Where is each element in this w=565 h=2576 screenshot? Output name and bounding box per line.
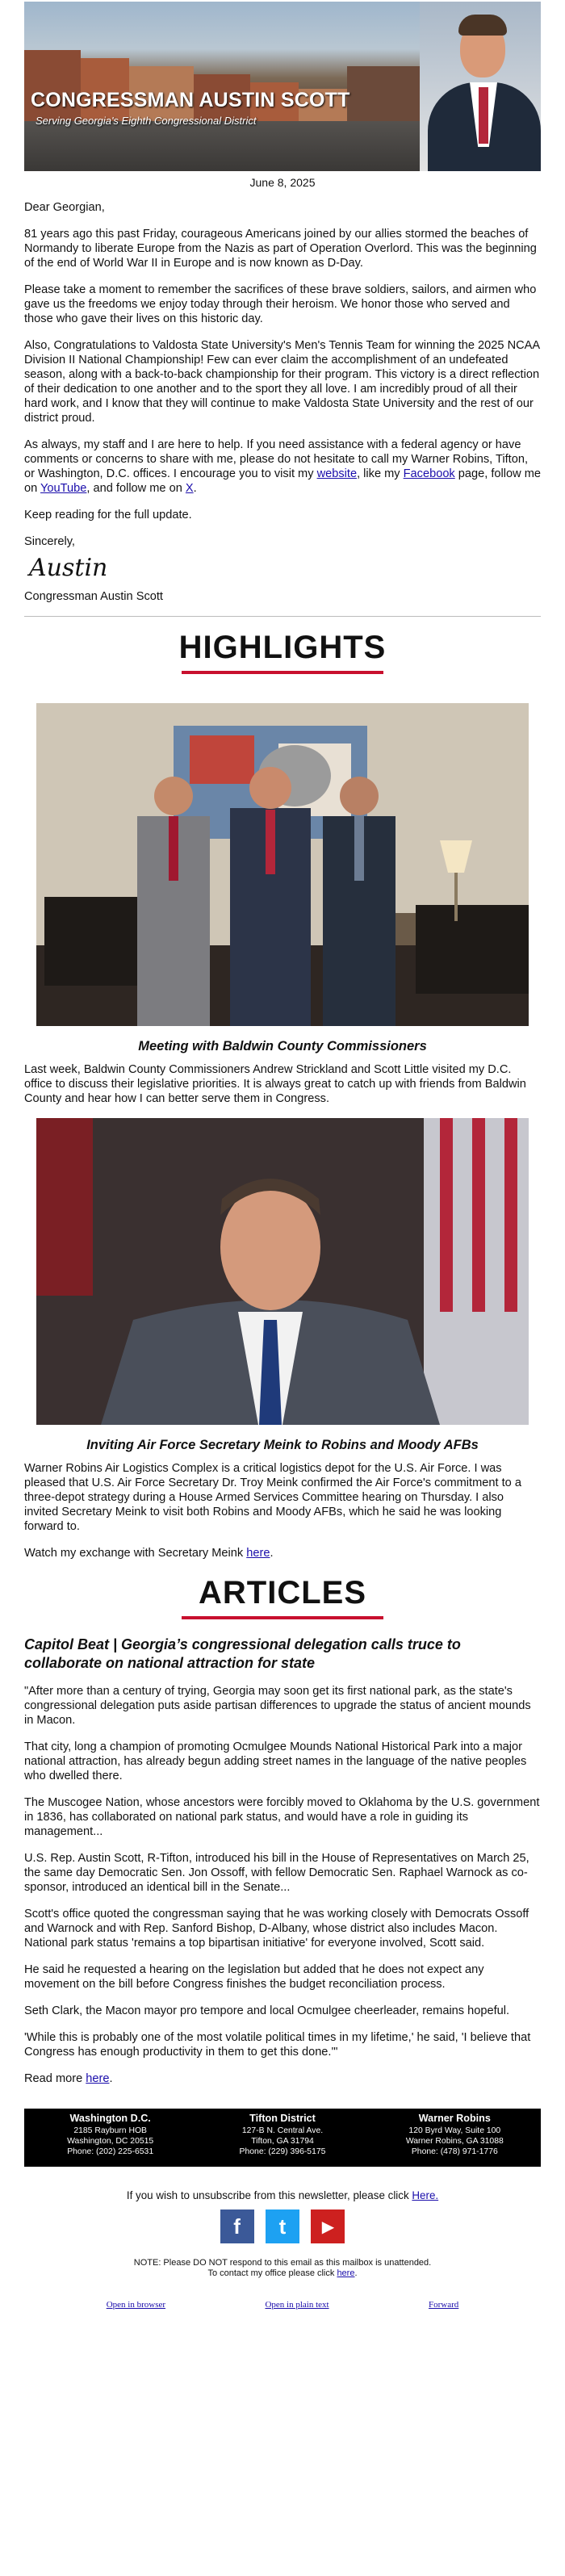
article-paragraph: That city, long a champion of promoting Ocmulgee Mounds National Historical Park into a major national attraction, has already begun adding street names in the language of the native peoples who dwelled there. (24, 1740, 527, 1782)
congressman-portrait (420, 2, 541, 171)
article-paragraph: Seth Clark, the Macon mayor pro tempore and local Ocmulgee cheerleader, remains hopeful. (24, 2004, 510, 2017)
text: . (109, 2072, 113, 2085)
unsubscribe-line (24, 2189, 541, 2201)
text: . (354, 2268, 358, 2278)
divider (24, 616, 541, 617)
watch-paragraph (24, 1546, 541, 1560)
newsletter-date: June 8, 2025 (249, 176, 316, 189)
website-link[interactable]: website (316, 467, 358, 480)
office-address: 127-B N. Central Ave. (241, 2126, 324, 2135)
highlight-caption: Meeting with Baldwin County Commissioners (138, 1039, 427, 1053)
unattended-notice (24, 2258, 541, 2279)
youtube-link[interactable]: YouTube (40, 482, 87, 495)
letter-paragraph: 81 years ago this past Friday, courageous Americans joined by our allies stormed the beaches of Normandy to liberate Europe from the Nazis as part of Operation Overlord. This was the beginning of the end of World War II in Europe and is now known as D-Day. (24, 228, 537, 270)
office-city: Washington, DC 20515 (67, 2137, 154, 2146)
heading-underline (182, 1616, 383, 1619)
text: , like my (357, 467, 404, 480)
header-banner (24, 2, 541, 171)
read-more (24, 2071, 541, 2086)
text: Read more (24, 2072, 86, 2085)
text: page, follow me on (24, 467, 542, 495)
office-phone: Phone: (478) 971-1776 (411, 2147, 498, 2156)
highlights-heading: HIGHLIGHTS (178, 630, 387, 665)
highlight-text: Last week, Baldwin County Commissioners Andrew Strickland and Scott Little visited my D.C. office to discuss their legislative priorities. It is always great to catch up with friends from Baldwin County and hear how I can better serve them in Congress. (24, 1063, 526, 1105)
facebook-link[interactable]: Facebook (403, 467, 455, 480)
watch-link[interactable]: here (246, 1547, 270, 1560)
text: . (270, 1547, 274, 1560)
article-paragraph: He said he requested a hearing on the legislation but added that he does not expect any movement on the bill before Congress finishes the budget reconciliation process. (24, 1963, 484, 1991)
read-more-link[interactable]: here (86, 2072, 110, 2085)
office-city: Tifton, GA 31794 (251, 2137, 314, 2146)
office-city: Warner Robins, GA 31088 (405, 2137, 504, 2146)
open-in-browser-link[interactable]: Open in browser (106, 2300, 166, 2310)
notice-line: NOTE: Please DO NOT respond to this email as this mailbox is unattended. (133, 2258, 432, 2268)
office-phone: Phone: (229) 396-5175 (239, 2147, 326, 2156)
office-name: Washington D.C. (69, 2113, 151, 2124)
text: To contact my office please click (207, 2268, 337, 2278)
baldwin-meeting-photo (36, 703, 529, 1026)
letter-paragraph: Please take a moment to remember the sacrifices of these brave soldiers, sailors, and airmen who gave us the freedoms we enjoy today through their heroism. We honor those who served and those who gave their lives on this historic day. (24, 283, 537, 325)
office-address: 120 Byrd Way, Suite 100 (408, 2126, 501, 2135)
x-link[interactable]: X (185, 482, 194, 495)
text: . (193, 482, 197, 495)
office-warner-robins (369, 2109, 541, 2167)
meink-hearing-photo (36, 1118, 529, 1425)
office-address: 2185 Rayburn HOB (73, 2126, 147, 2135)
office-name: Tifton District (249, 2113, 316, 2124)
text: Watch my exchange with Secretary Meink (24, 1547, 247, 1560)
heading-underline (182, 671, 383, 674)
banner-subtitle: Serving Georgia's Eighth Congressional District (36, 115, 257, 127)
office-phone: Phone: (202) 225-6531 (67, 2147, 154, 2156)
articles-heading: ARTICLES (199, 1575, 366, 1611)
newsletter (24, 2, 541, 2310)
signature: Austin (29, 554, 108, 582)
unsubscribe-link[interactable]: Here. (412, 2189, 439, 2201)
letter-paragraph: Also, Congratulations to Valdosta State University's Men's Tennis Team for winning the 2025 NCAA Division II National Championship! Few can ever claim the accomplishment of an undefeated season, along with a back-to-back championship for their program. This victory is a direct reflection of their dedication to one another and to the sport they all love. I am incredibly proud of all their hard work, and I know that they will continue to make Valdosta State University and the rest of our district proud. (24, 339, 540, 425)
text: If you wish to unsubscribe from this newsletter, please click (126, 2189, 412, 2201)
youtube-icon[interactable]: ▶ (311, 2209, 345, 2243)
text: , and follow me on (86, 482, 186, 495)
article-paragraph: U.S. Rep. Austin Scott, R-Tifton, introduced his bill in the House of Representatives on March 25, the same day Democratic Sen. Jon Ossoff, with fellow Democratic Sen. Raphael Warnock as co-sponsor, introduced an identical bill in the Senate... (24, 1852, 529, 1894)
article-paragraph: Scott's office quoted the congressman saying that he was working closely with Democrats Ossoff and Warnock and with Rep. Sanford Bishop, D-Albany, whose district also includes Macon. National park status 'remains a top bipartisan initiative' for everyone involved, Scott said. (24, 1908, 529, 1950)
forward-link[interactable]: Forward (429, 2300, 459, 2310)
social-icons (24, 2209, 541, 2243)
article-paragraph: "After more than a century of trying, Georgia may soon get its first national park, as the state's congressional delegation puts aside partisan differences to upgrade the status of ancient mounds in Macon. (24, 1685, 531, 1727)
office-tifton (196, 2109, 368, 2167)
greeting: Dear Georgian, (24, 201, 105, 214)
contact-link[interactable]: here (337, 2268, 355, 2278)
banner-title: CONGRESSMAN AUSTIN SCOTT (31, 89, 350, 111)
letter-paragraph-links (24, 438, 541, 496)
notice-line (24, 2268, 541, 2279)
office-dc (24, 2109, 196, 2167)
office-name: Warner Robins (418, 2113, 491, 2124)
article-paragraph: 'While this is probably one of the most volatile political times in my lifetime,' he said, 'I believe that Congress has enough productivity in them to get this done.'" (24, 2031, 531, 2059)
article-paragraph: The Muscogee Nation, whose ancestors were forcibly moved to Oklahoma by the U.S. government in 1836, has collaborated on national park status, and would have a role in guiding its management... (24, 1796, 540, 1838)
facebook-icon[interactable]: f (220, 2209, 254, 2243)
highlight-text: Warner Robins Air Logistics Complex is a critical logistics depot for the U.S. Air Force. I was pleased that U.S. Air Force Secretary Dr. Troy Meink confirmed the Air Force's commitment to a three-depot strategy during a House Armed Services Committee hearing on Thursday. I also invited Secretary Meink to visit both Robins and Moody AFBs, which he said he was looking forward to. (24, 1462, 521, 1533)
email-links (56, 2300, 508, 2310)
open-plain-text-link[interactable]: Open in plain text (265, 2300, 329, 2310)
text: As always, my staff and I are here to help. If you need assistance with a federal agency or have comments or concerns to share with me, please do not hesitate to call my Warner Robins, Tifton, or Washington, D.C. offices. I encourage you to visit my (24, 438, 529, 480)
signer-name: Congressman Austin Scott (24, 590, 163, 603)
highlight-caption: Inviting Air Force Secretary Meink to Robins and Moody AFBs (86, 1438, 479, 1452)
twitter-icon[interactable]: t (266, 2209, 299, 2243)
office-footer (24, 2109, 541, 2167)
article-title: Capitol Beat | Georgia’s congressional delegation calls truce to collaborate on national attraction for state (24, 1636, 461, 1671)
letter-paragraph: Keep reading for the full update. (24, 509, 192, 521)
closing: Sincerely, (24, 535, 75, 548)
